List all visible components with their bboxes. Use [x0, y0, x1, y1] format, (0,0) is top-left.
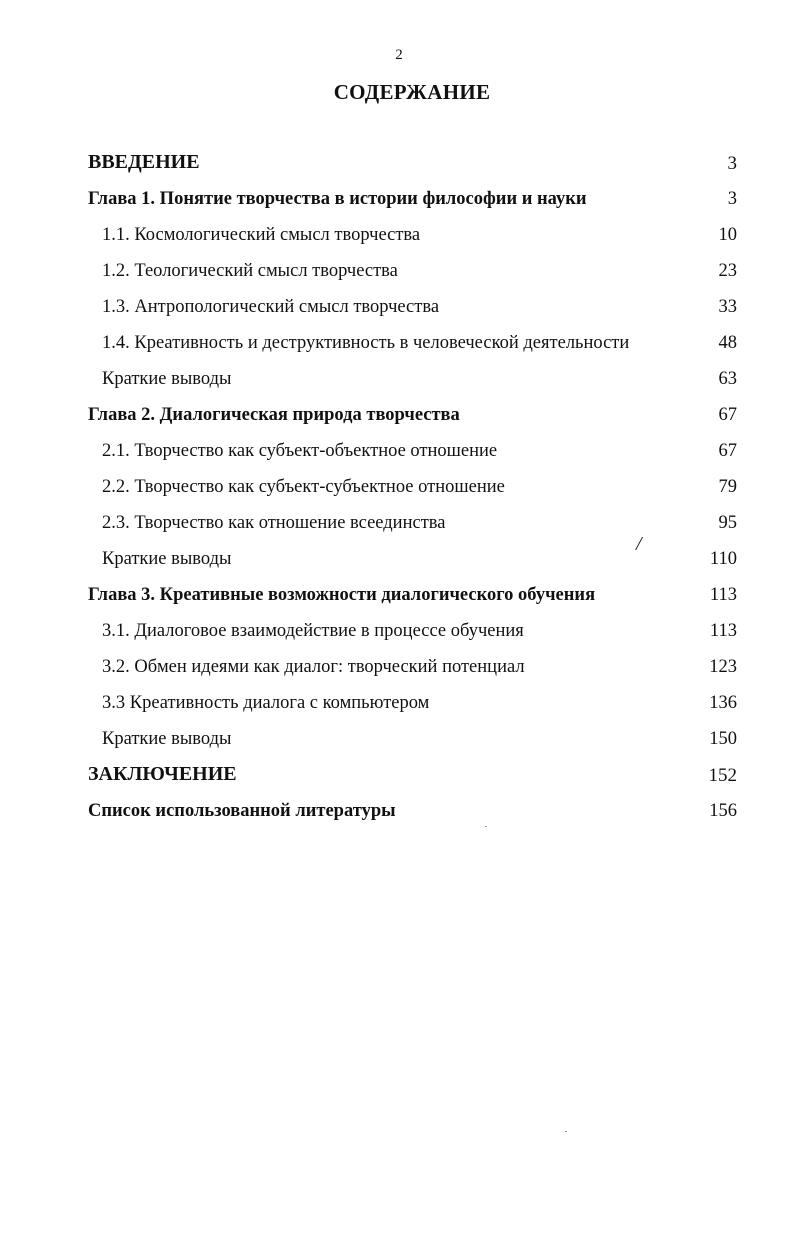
toc-entry-page: 3 [727, 153, 737, 174]
table-of-contents [0, 146, 798, 830]
toc-entry-label: Краткие выводы [102, 549, 232, 569]
toc-entry-label: ЗАКЛЮЧЕНИЕ [88, 763, 237, 785]
scan-speck [565, 1131, 567, 1132]
toc-entry-section-2-1 [0, 434, 798, 470]
toc-entry-section-3-3 [0, 686, 798, 722]
toc-entry-section-2-2 [0, 470, 798, 506]
toc-entry-references [0, 794, 798, 830]
toc-entry-section-1-3 [0, 290, 798, 326]
toc-entry-page: 123 [709, 657, 737, 677]
page-number: 2 [395, 47, 403, 63]
toc-entry-summary-3 [0, 722, 798, 758]
toc-entry-page: 95 [718, 513, 737, 533]
toc-entry-page: 136 [709, 693, 737, 713]
toc-entry-label: Список использованной литературы [88, 801, 396, 821]
toc-entry-label: Глава 1. Понятие творчества в истории философии и науки [88, 189, 587, 209]
page-title: СОДЕРЖАНИЕ [333, 80, 491, 104]
toc-entry-label: 2.2. Творчество как субъект-субъектное отношение [102, 477, 505, 497]
toc-entry-label: 3.1. Диалоговое взаимодействие в процессе обучения [102, 621, 524, 641]
toc-entry-section-2-3 [0, 506, 798, 542]
toc-entry-chapter-1 [0, 182, 798, 218]
toc-entry-page: 48 [718, 333, 737, 353]
toc-entry-page: 63 [718, 369, 737, 389]
toc-entry-section-3-1 [0, 614, 798, 650]
toc-entry-label: Глава 2. Диалогическая природа творчества [88, 405, 460, 425]
toc-entry-page: 10 [718, 225, 737, 245]
toc-entry-label: Краткие выводы [102, 369, 232, 389]
toc-entry-chapter-3 [0, 578, 798, 614]
toc-entry-section-1-1 [0, 218, 798, 254]
toc-entry-summary-1 [0, 362, 798, 398]
toc-entry-label: ВВЕДЕНИЕ [88, 151, 200, 173]
toc-entry-page: 3 [727, 189, 737, 209]
toc-entry-label: Краткие выводы [102, 729, 232, 749]
toc-entry-page: 110 [709, 549, 737, 569]
toc-entry-page: 67 [718, 405, 737, 425]
scan-speck [485, 826, 487, 827]
toc-entry-page: 67 [718, 441, 737, 461]
toc-entry-page: 113 [709, 621, 737, 641]
toc-entry-label: 1.1. Космологический смысл творчества [102, 225, 421, 245]
toc-entry-label: 1.3. Антропологический смысл творчества [102, 297, 440, 317]
toc-entry-page: 156 [709, 801, 737, 821]
toc-entry-page: 79 [718, 477, 737, 497]
toc-entry-label: Глава 3. Креативные возможности диалогического обучения [88, 585, 596, 605]
toc-entry-label: 1.2. Теологический смысл творчества [102, 261, 398, 281]
toc-entry-chapter-2 [0, 398, 798, 434]
toc-entry-label: 1.4. Креативность и деструктивность в человеческой деятельности [102, 333, 630, 353]
toc-entry-summary-2 [0, 542, 798, 578]
toc-entry-page: 113 [709, 585, 737, 605]
toc-entry-page: 152 [708, 765, 737, 786]
toc-entry-section-1-2 [0, 254, 798, 290]
toc-entry-label: 3.3 Креативность диалога с компьютером [102, 693, 430, 713]
pen-mark: / [636, 533, 642, 555]
toc-entry-introduction [0, 146, 798, 182]
toc-entry-page: 33 [718, 297, 737, 317]
toc-entry-page: 150 [709, 729, 737, 749]
toc-entry-section-3-2 [0, 650, 798, 686]
toc-entry-conclusion [0, 758, 798, 794]
toc-entry-page: 23 [718, 261, 737, 281]
toc-entry-label: 3.2. Обмен идеями как диалог: творческий потенциал [102, 657, 525, 677]
toc-entry-section-1-4 [0, 326, 798, 362]
toc-entry-label: 2.3. Творчество как отношение всеединства [102, 513, 446, 533]
toc-entry-label: 2.1. Творчество как субъект-объектное отношение [102, 441, 498, 461]
